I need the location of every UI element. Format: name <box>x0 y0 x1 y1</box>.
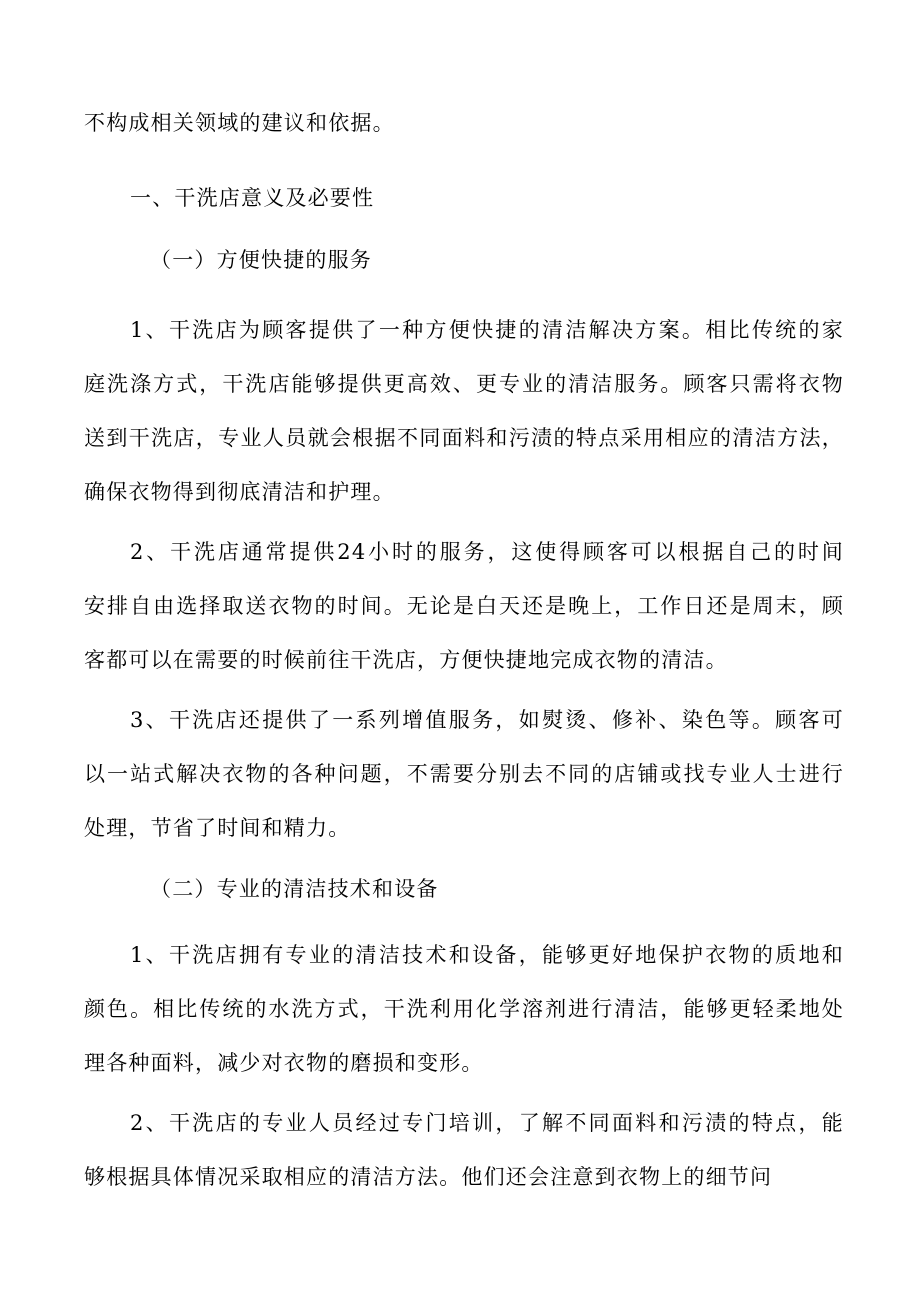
paragraph-line: 以一站式解决衣物的各种问题，不需要分别去不同的店铺或找专业人士进行 <box>84 762 844 786</box>
paragraph-line: 理各种面料，减少对衣物的磨损和变形。 <box>84 1051 484 1075</box>
section-heading: 一、干洗店意义及必要性 <box>130 186 375 210</box>
paragraph-line: 送到干洗店，专业人员就会根据不同面料和污渍的特点采用相应的清洁方法， <box>84 426 844 450</box>
paragraph-line: 2、干洗店通常提供24小时的服务，这使得顾客可以根据自己的时间 <box>130 540 844 564</box>
paragraph-line: 庭洗涤方式，干洗店能够提供更高效、更专业的清洁服务。顾客只需将衣物 <box>84 372 844 396</box>
paragraph-line: 安排自由选择取送衣物的时间。无论是白天还是晚上，工作日还是周末，顾 <box>84 594 844 618</box>
paragraph-line: 1、干洗店为顾客提供了一种方便快捷的清洁解决方案。相比传统的家 <box>130 318 844 342</box>
paragraph-line: 3、干洗店还提供了一系列增值服务，如熨烫、修补、染色等。顾客可 <box>130 708 844 732</box>
paragraph-line: 处理，节省了时间和精力。 <box>84 816 351 840</box>
subsection-heading: （一）方便快捷的服务 <box>150 248 372 272</box>
paragraph-line: 客都可以在需要的时候前往干洗店，方便快捷地完成衣物的清洁。 <box>84 648 728 672</box>
paragraph-line: 确保衣物得到彻底清洁和护理。 <box>84 480 395 504</box>
text-line: 不构成相关领域的建议和依据。 <box>84 111 395 135</box>
paragraph-line: 够根据具体情况采取相应的清洁方法。他们还会注意到衣物上的细节问 <box>84 1165 773 1189</box>
paragraph-line: 1、干洗店拥有专业的清洁技术和设备，能够更好地保护衣物的质地和 <box>130 943 844 967</box>
subsection-heading: （二）专业的清洁技术和设备 <box>150 877 439 901</box>
paragraph-line: 颜色。相比传统的水洗方式，干洗利用化学溶剂进行清洁，能够更轻柔地处 <box>84 997 844 1021</box>
paragraph-line: 2、干洗店的专业人员经过专门培训，了解不同面料和污渍的特点，能 <box>130 1111 844 1135</box>
